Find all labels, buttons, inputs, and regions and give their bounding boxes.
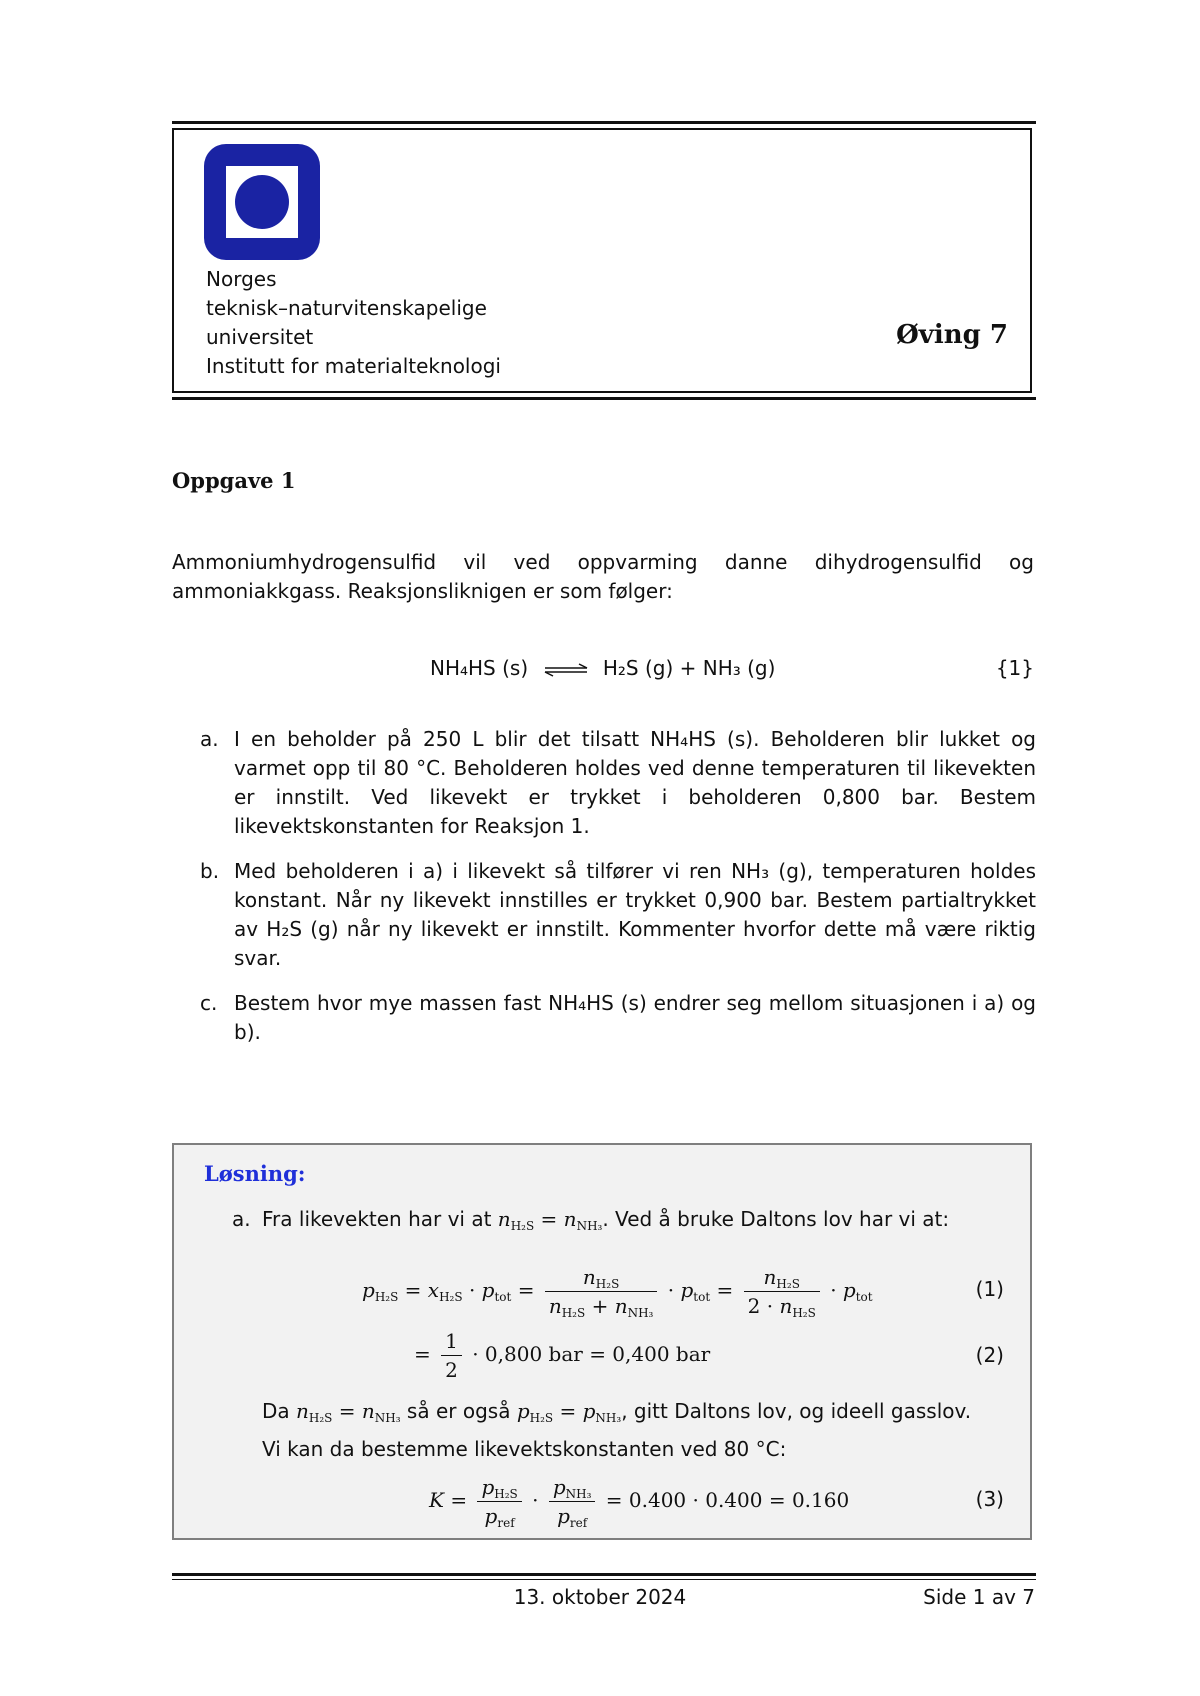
solution-heading: Løsning: [204, 1161, 306, 1186]
solution-text: så er også [406, 1399, 511, 1423]
subtask-letter: a. [200, 727, 219, 751]
equation-2-body: = $\frac{1}{2}$ · 0,800 bar = 0,400 bar [414, 1329, 711, 1382]
subtask-text: Bestem hvor mye massen fast NH₄HS (s) endrer seg mellom situasjonen i a) og b). [234, 991, 1036, 1044]
fraction: $\frac{1}{2}$ [441, 1329, 462, 1382]
solution-box [172, 1143, 1032, 1540]
equation-3-result: = 0.400 · 0.400 = 0.160 [605, 1488, 850, 1512]
subtask-c [200, 989, 1036, 1047]
task-intro: Ammoniumhydrogensulfid vil ved oppvarming danne dihydrogensulfid og ammoniakkgass. Reaksjonsliknigen er som følger: [172, 550, 1034, 603]
reaction-number: {1} [995, 656, 1034, 680]
footer-page-number: Side 1 av 7 [923, 1585, 1035, 1609]
subtask-letter: c. [200, 991, 218, 1015]
equation-3-body: K = $\frac{p_{H_2S}}{p_{ref}}$ · $\frac{p_{NH_3}}{p_{ref}}$ = 0.400 · 0.400 = 0.160 [429, 1475, 850, 1530]
footer-rule [172, 1573, 1036, 1576]
subtask-text: Med beholderen i a) i likevekt så tilfører vi ren NH₃ (g), temperaturen holdes konstant. Når ny likevekt innstilles er trykket 0,900 bar. Bestem partialtrykket av H₂S (g) når ny likevekt er innstilt. Kommenter hvorfor dette må være riktig svar. [234, 859, 1036, 970]
ntnu-logo [204, 144, 320, 260]
subtask-letter: b. [200, 859, 220, 883]
reaction-left: NH₄HS (s) [430, 656, 529, 680]
subtask-list [200, 725, 1036, 1063]
equation-number: (1) [975, 1277, 1004, 1301]
fraction: $\frac{p_{H_2S}}{p_{ref}}$ [477, 1475, 521, 1528]
institution-line: teknisk–naturvitenskapelige [206, 296, 487, 320]
equation-2-text: · 0,800 bar = 0,400 bar [472, 1342, 711, 1366]
footer-date: 13. oktober 2024 [513, 1585, 687, 1609]
logo-square [226, 166, 298, 238]
subtask-b [200, 857, 1036, 973]
header-top-rule [172, 121, 1036, 124]
institution-name [206, 265, 501, 381]
equilibrium-arrow-icon [543, 663, 589, 677]
math-expression: $n_{NH_3}$ [563, 1207, 603, 1233]
reaction-formula [430, 656, 775, 680]
equation-1-body: $p_{H_2S} = x_{H_2S} \cdot p_{tot}$ = $\frac{n_{H_2S}}{n_{H_2S} + n_{NH_3}}$ · $p_{tot}$ = $\frac{n_{H_2S}}{2 \cdot n_{H_2S}}$ · $p_{tot}$ [362, 1265, 873, 1320]
reaction-right: H₂S (g) + NH₃ (g) [602, 656, 776, 680]
header-bottom-rule [172, 397, 1036, 400]
fraction: $\frac{n_{H_2S}}{n_{H_2S} + n_{NH_3}}$ [545, 1265, 658, 1318]
solution-text-vi: Vi kan da bestemme likevektskonstanten ved 80 °C: [262, 1437, 787, 1461]
institution-line: Institutt for materialteknologi [206, 354, 501, 378]
solution-intro-text: Fra likevekten har vi at [262, 1207, 492, 1231]
solution-text: , gitt Daltons lov, og ideell gasslov. [621, 1399, 972, 1423]
fraction: $\frac{n_{H_2S}}{2 \cdot n_{H_2S}}$ [744, 1265, 820, 1318]
solution-letter: a. [232, 1207, 251, 1231]
solution-text: Da [262, 1399, 290, 1423]
institution-line: universitet [206, 325, 314, 349]
math-expression: $n_{H_2S}$ [497, 1207, 535, 1233]
solution-intro-text: . Ved å bruke Daltons lov har vi at: [602, 1207, 950, 1231]
footer-rule-thin [172, 1579, 1036, 1580]
task-heading: Oppgave 1 [172, 468, 296, 493]
subtask-a [200, 725, 1036, 841]
fraction: $\frac{p_{NH_3}}{p_{ref}}$ [549, 1475, 596, 1528]
logo-circle [235, 175, 289, 229]
header-box [172, 128, 1032, 393]
subtask-text: I en beholder på 250 L blir det tilsatt NH₄HS (s). Beholderen blir lukket og varmet opp til 80 °C. Beholderen holdes ved denne temperaturen til likevekten er innstilt. Ved likevekt er trykket i beholderen 0,800 bar. Bestem likevektskonstanten for Reaksjon 1. [234, 727, 1036, 838]
sheet-title: Øving 7 [896, 320, 1008, 350]
institution-line: Norges [206, 267, 277, 291]
reaction-equation [172, 656, 1034, 690]
solution-text-da: Da $n_{H_2S} = n_{NH_3}$ så er også $p_{H_2S} = p_{NH_3}$, gitt Daltons lov, og ideell gasslov. [262, 1399, 972, 1425]
equation-number: (2) [975, 1343, 1004, 1367]
equation-number: (3) [975, 1487, 1004, 1511]
solution-intro: Fra likevekten har vi at $n_{H_2S} = n_{NH_3}$. Ved å bruke Daltons lov har vi at: [262, 1207, 950, 1233]
